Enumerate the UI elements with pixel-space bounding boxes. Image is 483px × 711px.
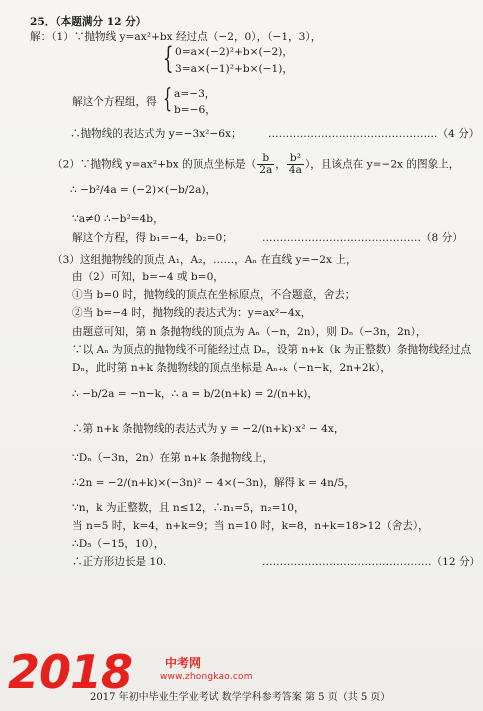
part3-line7: Dₙ，此时第 n+k 条抛物线的顶点坐标是 Aₙ₊ₖ（−n−k，2n+2k），	[72, 362, 391, 374]
part2-line1: （2）∵抛物线 y=ax²+bx 的顶点坐标是（ $\frac{b}{2a}$ ， $\frac{\text{b²}}{4a}$ ），且该点在 y=−2x 的图象上，	[52, 152, 460, 176]
part2-line1-start: （2）∵抛物线 y=ax²+bx 的顶点坐标是（	[52, 158, 257, 171]
part3-score: …………………………………………（12 分）	[262, 556, 481, 568]
part3-line4: ②当 b=−4 时，抛物线的表达式为：y=ax²−4x，	[72, 307, 312, 319]
part3-line9: ∴第 n+k 条抛物线的表达式为 y = −2/(n+k)·x² − 4x，	[72, 423, 345, 435]
site-logo: 2018	[8, 645, 133, 699]
part3-line15: ∴正方形边长是 10.	[72, 556, 167, 568]
part3-line5: 由题意可知，第 n 条抛物线的顶点为 Aₙ（−n，2n），则 Dₙ（−3n，2n），	[72, 326, 427, 338]
part3-line10: ∵Dₙ（−3n，2n）在第 n+k 条抛物线上，	[72, 452, 274, 464]
part2-line1-end: ），且该点在 y=−2x 的图象上，	[304, 158, 460, 171]
site-logo-cn: 中考网	[165, 656, 202, 670]
part1-eq2: 3=a×(−1)²+b×(−1)，	[175, 63, 293, 75]
part3-line3: ①当 b=0 时，抛物线的顶点在坐标原点，不合题意，舍去；	[72, 289, 356, 301]
part2-line3: ∵a≠0 ∴−b²=4b，	[72, 213, 164, 225]
part3-line1: （3）这组抛物线的顶点 A₁，A₂，……，Aₙ 在直线 y=−2x 上，	[52, 254, 357, 266]
part1-line1: 解：（1）∵抛物线 y=ax²+bx 经过点（−2，0），（−1，3），	[30, 31, 322, 43]
part1-sol-b: b=−6，	[174, 104, 216, 116]
part3-line14: ∴D₅（−15，10），	[72, 538, 165, 550]
part1-eq1: 0=a×(−2)²+b×(−2)，	[175, 46, 293, 58]
part3-line6: ∵以 Aₙ 为顶点的抛物线不可能经过点 Dₙ，设第 n+k（k 为正整数）条抛物线经过点	[72, 344, 472, 356]
vertex-y-fraction: $\frac{\text{b²}}{4a}$	[288, 152, 302, 176]
system-brace-2: {	[163, 84, 173, 114]
problem-title: 25．（本题满分 12 分）	[30, 16, 147, 28]
site-logo-url: www.zhongkao.com	[160, 672, 253, 682]
page-footer: 2017 年初中毕业生学业考试 数学学科参考答案 第 5 页（共 5 页）	[90, 692, 391, 703]
part3-line11: ∴2n = −2/(n+k)×(−3n)² − 4×(−3n)，解得 k = 4n/5，	[72, 477, 355, 489]
system-brace-1: {	[163, 41, 174, 76]
part2-line2: ∴ −b²/4a = (−2)×(−b/2a)，	[70, 184, 217, 196]
part3-line13: 当 n=5 时，k=4，n+k=9；当 n=10 时，k=8，n+k=18>12（舍去），	[72, 520, 429, 532]
vertex-x-fraction: $\frac{b}{2a}$	[259, 152, 273, 176]
part1-score: …………………………………………（4 分）	[268, 128, 480, 140]
part3-line12: ∵n，k 为正整数，且 n≤12，∴n₁=5，n₂=10，	[72, 502, 305, 514]
part2-score: ………………………………………（8 分）	[262, 232, 463, 244]
part1-conclusion: ∴抛物线的表达式为 y=−3x²−6x；	[70, 128, 242, 140]
part2-line4: 解这个方程，得 b₁=−4，b₂=0；	[72, 232, 233, 244]
part1-solve-label: 解这个方程组，得	[72, 96, 157, 108]
part1-sol-a: a=−3，	[174, 88, 216, 100]
part3-line8: ∴ −b/2a = −n−k，∴ a = b/2(n+k) = 2/(n+k)，	[72, 388, 318, 400]
part3-line2: 由（2）可知，b=−4 或 b=0，	[72, 271, 224, 283]
